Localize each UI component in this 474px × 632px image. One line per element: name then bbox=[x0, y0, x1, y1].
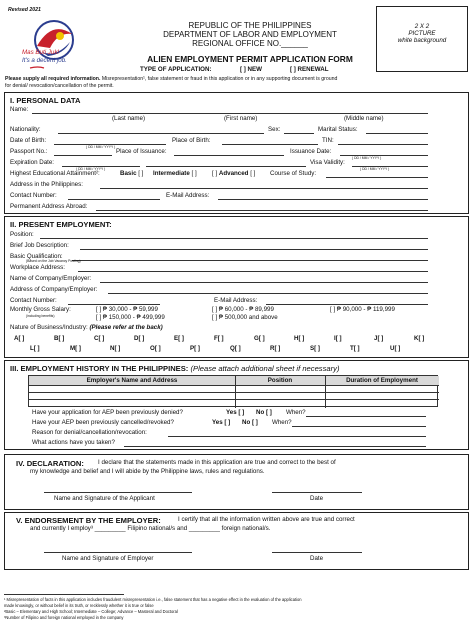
basic-qualification-label: Basic Qualification: bbox=[10, 253, 63, 260]
industry-t-checkbox[interactable]: T[ ] bbox=[350, 345, 360, 352]
cancelled-no-checkbox[interactable]: No [ ] bbox=[242, 419, 258, 426]
dob-format: ( DD / MM / YYYY ) bbox=[86, 145, 116, 149]
issuance-date-format: ( DD / MM / YYYY ) bbox=[352, 156, 382, 160]
company-label: Name of Company/Employer: bbox=[10, 275, 92, 282]
workplace-label: Workplace Address: bbox=[10, 264, 65, 271]
marital-status-input[interactable] bbox=[366, 133, 428, 134]
type-renewal-checkbox[interactable]: [ ] RENEWAL bbox=[290, 66, 329, 73]
employer-date-input[interactable] bbox=[272, 552, 362, 553]
industry-p-checkbox[interactable]: P[ ] bbox=[190, 345, 200, 352]
course-input[interactable] bbox=[326, 177, 428, 178]
sex-label: Sex: bbox=[268, 126, 281, 133]
employment-history-note: (Please attach additional sheet if necessary) bbox=[190, 364, 340, 373]
industry-row-2 bbox=[30, 346, 420, 352]
nationality-input[interactable] bbox=[58, 133, 264, 134]
industry-h-checkbox[interactable]: H[ ] bbox=[294, 335, 305, 342]
marital-status-label: Marital Status: bbox=[318, 126, 358, 133]
industry-c-checkbox[interactable]: C[ ] bbox=[94, 335, 105, 342]
industry-g-checkbox[interactable]: G[ ] bbox=[254, 335, 265, 342]
position-label: Position: bbox=[10, 231, 34, 238]
footnote-1b: made knowingly, or without belief in its truth, or recklessly whether it is true or false bbox=[4, 603, 154, 608]
notice-text-2: for denial/ revocation/cancellation of the permit. bbox=[5, 83, 114, 89]
education-advanced-text: Advanced bbox=[218, 170, 249, 177]
salary-option-2[interactable]: [ ] ₱ 60,000 - ₱ 89,999 bbox=[212, 306, 274, 313]
type-of-application-label: TYPE OF APPLICATION: bbox=[140, 66, 212, 73]
salary-option-3[interactable]: [ ] ₱ 90,000 - ₱ 119,999 bbox=[330, 306, 395, 313]
name-input[interactable] bbox=[32, 113, 428, 114]
first-name-hint: (First name) bbox=[224, 115, 258, 122]
personal-data-section bbox=[4, 92, 469, 214]
company-input[interactable] bbox=[100, 282, 428, 283]
expiration-format: ( DD / MM / YYYY ) bbox=[76, 167, 106, 171]
pob-label: Place of Birth: bbox=[172, 137, 211, 144]
company-address-input[interactable] bbox=[108, 293, 428, 294]
passport-label: Passport No.: bbox=[10, 148, 48, 155]
industry-f-checkbox[interactable]: F[ ] bbox=[214, 335, 224, 342]
industry-b-checkbox[interactable]: B[ ] bbox=[54, 335, 65, 342]
regional-office: REGIONAL OFFICE NO.______ bbox=[192, 39, 308, 48]
logo-text-1: Mas Buti Juk! bbox=[22, 49, 60, 56]
contact-input[interactable] bbox=[68, 199, 160, 200]
present-contact-input[interactable] bbox=[68, 304, 160, 305]
salary-option-4[interactable]: [ ] ₱ 150,000 - ₱ 499,999 bbox=[96, 314, 165, 321]
industry-d-checkbox[interactable]: D[ ] bbox=[134, 335, 145, 342]
cancelled-yes-checkbox[interactable]: Yes [ ] bbox=[212, 419, 231, 426]
applicant-date-label: Date bbox=[310, 495, 324, 502]
company-address-label: Address of Company/Employer: bbox=[10, 286, 98, 293]
declaration-text-2: my knowledge and belief and I will abide by the Philippine laws, rules and regulations. bbox=[30, 468, 265, 475]
notice-text bbox=[5, 77, 337, 82]
address-ph-input[interactable] bbox=[100, 188, 428, 189]
visa-validity-label: Visa Validity: bbox=[310, 159, 345, 166]
table-row[interactable] bbox=[29, 392, 439, 393]
industry-j-checkbox[interactable]: J[ ] bbox=[374, 335, 384, 342]
education-basic-checkbox[interactable]: Basic [ ] bbox=[120, 170, 144, 177]
industry-n-checkbox[interactable]: N[ ] bbox=[110, 345, 121, 352]
footnote-1: ¹ Misrepresentation of facts in this application includes fraudulent misrepresentation i.e., false statement that has a negative effect in the evaluation of the application bbox=[4, 597, 302, 602]
country-title: REPUBLIC OF THE PHILIPPINES bbox=[188, 21, 312, 30]
form-title: ALIEN EMPLOYMENT PERMIT APPLICATION FORM bbox=[147, 54, 353, 64]
visa-validity-format: ( DD / MM / YYYY ) bbox=[360, 167, 390, 171]
denied-question: Have your application for AEP been previously denied? bbox=[32, 409, 183, 416]
present-employment-title: II. PRESENT EMPLOYMENT: bbox=[10, 220, 112, 229]
cancelled-when-label: When? bbox=[272, 419, 292, 426]
industry-row-1 bbox=[14, 336, 444, 342]
salary-option-1[interactable]: [ ] ₱ 30,000 - ₱ 59,999 bbox=[96, 306, 158, 313]
industry-s-checkbox[interactable]: S[ ] bbox=[310, 345, 320, 352]
contact-label: Contact Number: bbox=[10, 192, 57, 199]
table-row[interactable] bbox=[29, 399, 439, 400]
cancelled-question: Have your AEP been previously cancelled/revoked? bbox=[32, 419, 174, 426]
industry-l-checkbox[interactable]: L[ ] bbox=[30, 345, 40, 352]
notice-rest: Misrepresentation¹, false statement or fraud in this application or in any supporting document is ground bbox=[100, 76, 338, 82]
endorsement-title: V. ENDORSEMENT BY THE EMPLOYER: bbox=[16, 516, 161, 525]
industry-u-checkbox[interactable]: U[ ] bbox=[390, 345, 401, 352]
actions-label: What actions have you taken? bbox=[32, 439, 115, 446]
employer-signature-input[interactable] bbox=[44, 552, 192, 553]
industry-a-checkbox[interactable]: A[ ] bbox=[14, 335, 25, 342]
position-input[interactable] bbox=[40, 238, 428, 239]
sex-input[interactable] bbox=[284, 133, 314, 134]
perm-address-input[interactable] bbox=[96, 210, 428, 211]
present-email-label: E-Mail Address: bbox=[214, 297, 258, 304]
industry-o-checkbox[interactable]: O[ ] bbox=[150, 345, 161, 352]
revised-label: Revised 2021 bbox=[8, 7, 41, 13]
brief-job-label: Brief Job Description: bbox=[10, 242, 69, 249]
industry-k-checkbox[interactable]: K[ ] bbox=[414, 335, 425, 342]
education-basic-text: Basic bbox=[120, 170, 137, 177]
cancelled-when-input[interactable] bbox=[292, 426, 426, 427]
present-contact-label: Contact Number: bbox=[10, 297, 57, 304]
col-employer-header: Employer's Name and Address bbox=[86, 376, 178, 384]
name-label: Name: bbox=[10, 106, 29, 113]
course-label: Course of Study: bbox=[270, 170, 317, 177]
photo-size-label: 2 X 2 bbox=[414, 23, 430, 30]
col-duration-header: Duration of Employment bbox=[346, 376, 418, 384]
endorsement-text-1: I certify that all the information written above are true and correct bbox=[178, 516, 355, 523]
basic-qualification-note: (Based on the Job Vacancy Posting) bbox=[26, 259, 81, 263]
place-of-issuance-input[interactable] bbox=[174, 155, 284, 156]
last-name-hint: (Last name) bbox=[112, 115, 146, 122]
email-label: E-Mail Address: bbox=[166, 192, 210, 199]
basic-qualification-input[interactable] bbox=[72, 260, 428, 261]
education-label: Highest Educational Attainment²: bbox=[10, 170, 100, 177]
industry-m-checkbox[interactable]: M[ ] bbox=[70, 345, 81, 352]
employment-history-title bbox=[10, 364, 339, 373]
employment-history-table bbox=[28, 375, 438, 407]
photo-background-label: white background bbox=[397, 37, 447, 44]
salary-option-5[interactable]: [ ] ₱ 500,000 and above bbox=[212, 314, 278, 321]
pob-input[interactable] bbox=[222, 144, 318, 145]
expiration-label: Expiration Date: bbox=[10, 159, 55, 166]
perm-address-label: Permanent Address Abroad: bbox=[10, 203, 88, 210]
education-intermediate-checkbox[interactable]: Intermediate [ ] bbox=[153, 170, 197, 177]
industry-e-checkbox[interactable]: E[ ] bbox=[174, 335, 184, 342]
denied-when-input[interactable] bbox=[306, 416, 426, 417]
salary-note: (including benefits) bbox=[26, 314, 55, 318]
tin-input[interactable] bbox=[338, 144, 428, 145]
footnote-separator bbox=[4, 594, 124, 595]
dob-label: Date of Birth: bbox=[10, 137, 47, 144]
reason-input[interactable] bbox=[168, 436, 426, 437]
denied-no-checkbox[interactable]: No [ ] bbox=[256, 409, 272, 416]
nature-note: (Please refer at the back) bbox=[89, 324, 163, 331]
logo-text-2: It's a decent job. bbox=[22, 57, 67, 64]
declaration-text-1: I declare that the statements made in this application are true and correct to the best of bbox=[98, 459, 336, 466]
tin-label: TIN: bbox=[322, 137, 334, 144]
workplace-input[interactable] bbox=[78, 271, 428, 272]
nature-label-text: Nature of Business/Industry: bbox=[10, 324, 88, 331]
photo-picture-label: PICTURE bbox=[408, 30, 436, 37]
notice-bold: Please supply all required information. bbox=[5, 76, 101, 82]
applicant-signature-input[interactable] bbox=[44, 492, 192, 493]
footnote-3: ³Number of Filipino and foreign national employed in the company bbox=[4, 615, 124, 620]
middle-name-hint: (Middle name) bbox=[344, 115, 384, 122]
education-advanced-checkbox[interactable]: [ ] Advanced [ ] bbox=[212, 170, 256, 177]
email-input[interactable] bbox=[218, 199, 428, 200]
employer-date-label: Date bbox=[310, 555, 324, 562]
industry-q-checkbox[interactable]: Q[ ] bbox=[230, 345, 241, 352]
address-ph-label: Address in the Philippines: bbox=[10, 181, 83, 188]
declaration-title: IV. DECLARATION: bbox=[16, 459, 84, 468]
applicant-signature-label: Name and Signature of the Applicant bbox=[54, 495, 155, 502]
expiration-extra-input[interactable] bbox=[146, 166, 306, 167]
nature-label bbox=[10, 325, 163, 331]
personal-data-title: I. PERSONAL DATA bbox=[10, 96, 81, 105]
denied-when-label: When? bbox=[286, 409, 306, 416]
education-intermediate-text: Intermediate bbox=[153, 170, 190, 177]
employment-history-title-text: III. EMPLOYMENT HISTORY IN THE PHILIPPINES: bbox=[10, 364, 189, 373]
present-email-input[interactable] bbox=[266, 304, 428, 305]
industry-i-checkbox[interactable]: I[ ] bbox=[334, 335, 342, 342]
issuance-date-label: Issuance Date: bbox=[290, 148, 332, 155]
industry-r-checkbox[interactable]: R[ ] bbox=[270, 345, 281, 352]
salary-label: Monthly Gross Salary: bbox=[10, 306, 71, 313]
place-of-issuance-label: Place of Issuance: bbox=[116, 148, 167, 155]
type-new-checkbox[interactable]: [ ] NEW bbox=[240, 66, 262, 73]
passport-input[interactable] bbox=[54, 155, 112, 156]
brief-job-input[interactable] bbox=[80, 249, 428, 250]
employer-signature-label: Name and Signature of Employer bbox=[62, 555, 154, 562]
department-title: DEPARTMENT OF LABOR AND EMPLOYMENT bbox=[163, 30, 337, 39]
applicant-date-input[interactable] bbox=[272, 492, 362, 493]
nationality-label: Nationality: bbox=[10, 126, 41, 133]
col-position-header: Position bbox=[267, 376, 293, 384]
reason-label: Reason for denial/cancellation/revocation: bbox=[32, 429, 147, 436]
endorsement-text-2: and currently I employ³ _________ Filipino national/s and _________ foreign national/s. bbox=[30, 525, 271, 532]
actions-input[interactable] bbox=[124, 446, 426, 447]
footnote-2: ²Basic – Elementary and High School; Intermediate – College; Advance – Masteral and Doctoral bbox=[4, 609, 178, 614]
denied-yes-checkbox[interactable]: Yes [ ] bbox=[226, 409, 245, 416]
